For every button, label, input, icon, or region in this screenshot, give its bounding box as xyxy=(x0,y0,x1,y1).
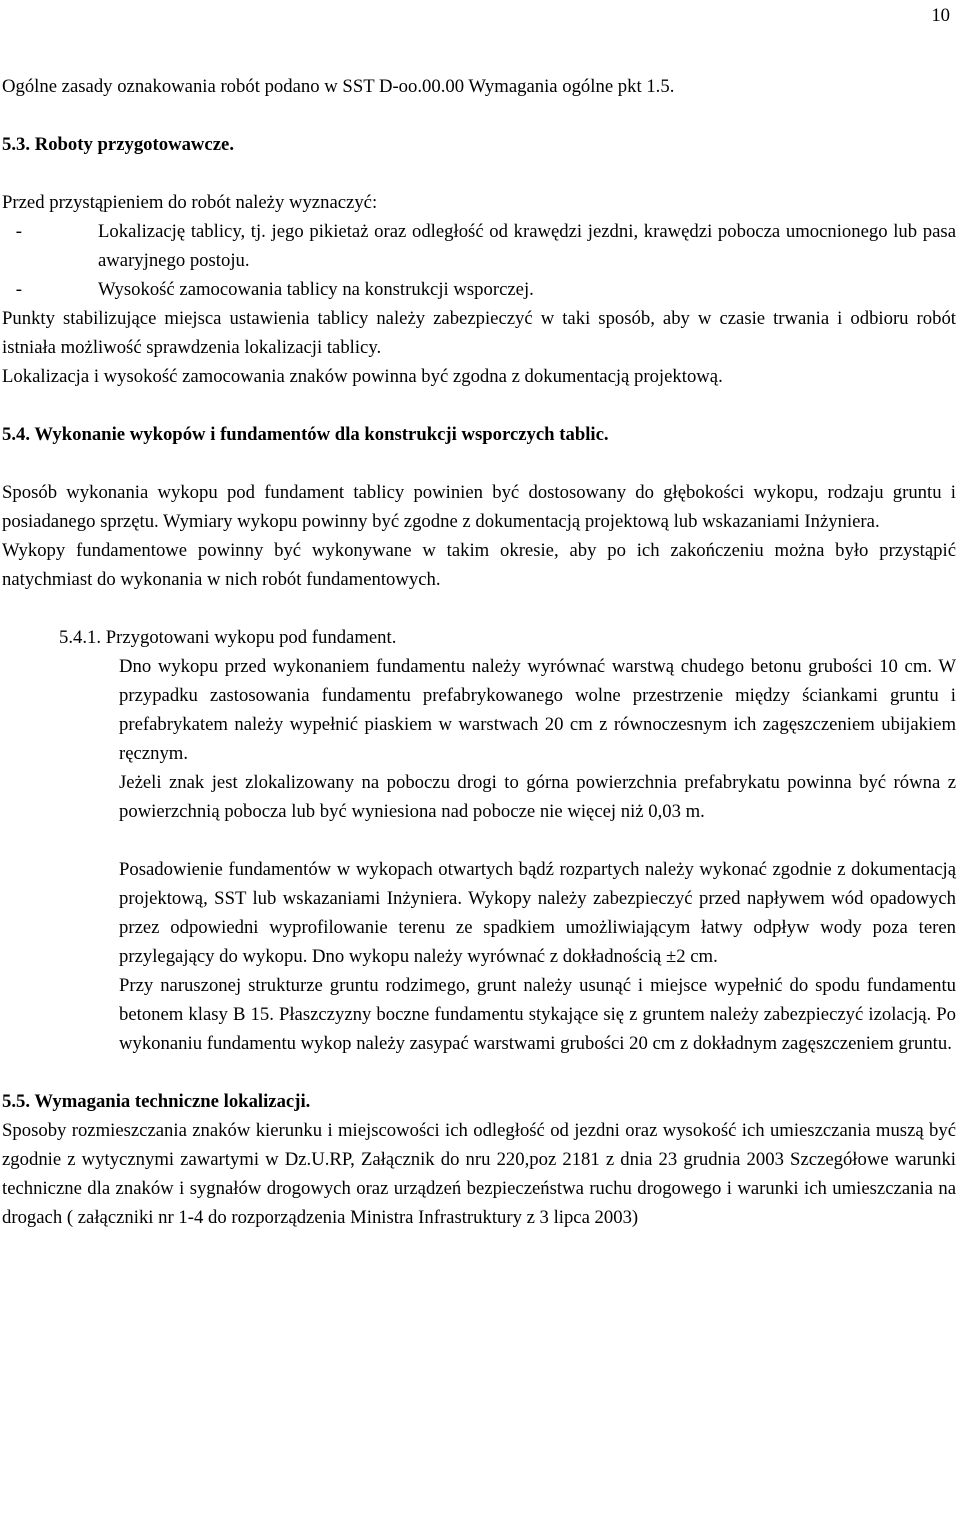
page-number: 10 xyxy=(931,5,950,26)
section-5-5-paragraph: Sposoby rozmieszczania znaków kierunku i miejscowości ich odległość od jezdni oraz wysokość ich umieszczania muszą być zgodnie z wytycznymi zawartymi w Dz.U.RP, Załącznik do nru 220,poz 2181 z dnia 23 grudnia 2003 Szczegółowe warunki techniczne dla znaków i sygnałów drogowych oraz urządzeń bezpieczeństwa ruchu drogowego i warunki ich umieszczania na drogach ( załączniki nr 1-4 do rozporządzenia Ministra Infrastruktury z 3 lipca 2003) xyxy=(2,1120,956,1228)
list-item xyxy=(2,217,956,275)
subsection-paragraph: Dno wykopu przed wykonaniem fundamentu należy wyrównać warstwą chudego betonu grubości 10 cm. W przypadku zastosowania fundamentu prefabrykowanego wolne przestrzenie między ściankami gruntu i prefabrykatem należy wypełnić piaskiem w warstwach 20 cm z równoczesnym ich zagęszczeniem ubijakiem ręcznym. xyxy=(119,656,956,764)
document-content xyxy=(2,72,956,1232)
section-5-4-heading: 5.4. Wykonanie wykopów i fundamentów dla konstrukcji wsporczych tablic. xyxy=(2,424,609,445)
section-5-3-paragraph: Punkty stabilizujące miejsca ustawienia tablicy należy zabezpieczyć w taki sposób, aby w czasie trwania i odbioru robót istniała możliwość sprawdzenia lokalizacji tablicy. xyxy=(2,308,956,358)
subsection-paragraph: Przy naruszonej strukturze gruntu rodzimego, grunt należy usunąć i miejsce wypełnić do spodu fundamentu betonem klasy B 15. Płaszczyzny boczne fundamentu stykające się z gruntem należy zabezpieczyć izolacją. Po wykonaniu fundamentu wykop należy zasypać warstwami grubości 20 cm z dokładnym zagęszczeniem gruntu. xyxy=(119,975,956,1054)
bullet-dash: - xyxy=(15,279,22,300)
subsection-5-4-1-heading: 5.4.1. Przygotowani wykopu pod fundament. xyxy=(59,627,397,648)
section-5-4-paragraph: Sposób wykonania wykopu pod fundament tablicy powinien być dostosowany do głębokości wykopu, rodzaju gruntu i posiadanego sprzętu. Wymiary wykopu powinny być zgodne z dokumentacją projektową lub wskazaniami Inżyniera. xyxy=(2,482,956,532)
section-5-5-heading: 5.5. Wymagania techniczne lokalizacji. xyxy=(2,1091,311,1112)
section-5-3-lead: Przed przystąpieniem do robót należy wyznaczyć: xyxy=(2,192,378,213)
section-5-3-heading: 5.3. Roboty przygotowawcze. xyxy=(2,134,234,155)
bullet-dash: - xyxy=(15,221,22,242)
list-item-text: Lokalizację tablicy, tj. jego pikietaż oraz odległość od krawędzi jezdni, krawędzi pobocza umocnionego lub pasa awaryjnego postoju. xyxy=(98,221,956,271)
subsection-paragraph: Jeżeli znak jest zlokalizowany na poboczu drogi to górna powierzchnia prefabrykatu powinna być równa z powierzchnią pobocza lub być wyniesiona nad pobocze nie więcej niż 0,03 m. xyxy=(119,772,956,822)
list-item xyxy=(2,275,956,304)
list-item-text: Wysokość zamocowania tablicy na konstrukcji wsporczej. xyxy=(98,279,534,300)
subsection-paragraph: Posadowienie fundamentów w wykopach otwartych bądź rozpartych należy wykonać zgodnie z dokumentacją projektową, SST lub wskazaniami Inżyniera. Wykopy należy zabezpieczyć przed napływem wód opadowych przez odpowiedni wyprofilowanie terenu ze spadkiem umożliwiającym łatwy odpływ wody poza teren przylegający do wykopu. Dno wykopu należy wyrównać z dokładnością ±2 cm. xyxy=(119,859,956,967)
section-5-3-paragraph: Lokalizacja i wysokość zamocowania znaków powinna być zgodna z dokumentacją projektową. xyxy=(2,366,723,387)
section-5-4-paragraph: Wykopy fundamentowe powinny być wykonywane w takim okresie, aby po ich zakończeniu można było przystąpić natychmiast do wykonania w nich robót fundamentowych. xyxy=(2,540,956,590)
intro-paragraph: Ogólne zasady oznakowania robót podano w SST D-oo.00.00 Wymagania ogólne pkt 1.5. xyxy=(2,76,675,97)
